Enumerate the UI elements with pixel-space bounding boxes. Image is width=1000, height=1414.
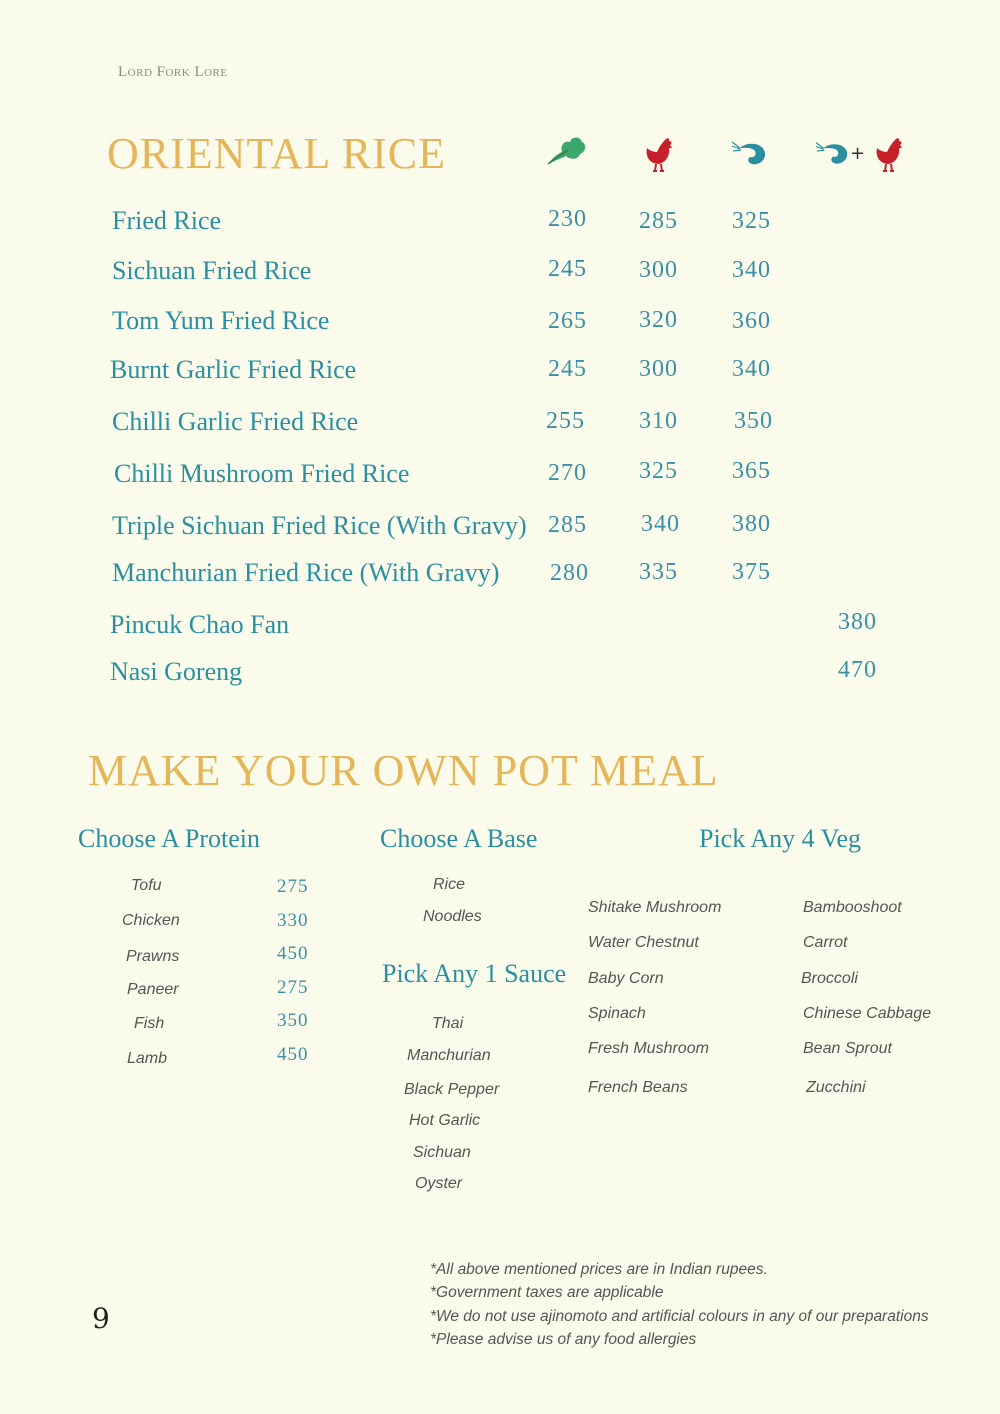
sauce-item: Oyster (415, 1175, 463, 1192)
footnote: *Government taxes are applicable (430, 1284, 664, 1301)
price-veg: 245 (548, 356, 587, 382)
dish-name: Manchurian Fried Rice (With Gravy) (112, 558, 500, 587)
page-number: 9 (92, 1302, 110, 1335)
price-prawn: 325 (732, 208, 771, 234)
protein-item: Tofu (131, 877, 162, 894)
veg-item: Broccoli (801, 970, 858, 987)
sauce-item: Black Pepper (404, 1081, 500, 1098)
veg-item: Fresh Mushroom (588, 1040, 709, 1057)
plus-sign: + (850, 143, 866, 164)
price-veg: 285 (548, 512, 587, 538)
protein-price: 450 (277, 1044, 309, 1065)
veg-item: Water Chestnut (588, 934, 699, 951)
chicken-icon (873, 136, 905, 174)
dish-name: Triple Sichuan Fried Rice (With Gravy) (112, 511, 527, 540)
price-veg: 270 (548, 460, 587, 486)
veg-item: Zucchini (806, 1079, 866, 1096)
price-veg: 230 (548, 206, 587, 232)
dish-name: Pincuk Chao Fan (110, 610, 290, 639)
protein-item: Lamb (127, 1050, 168, 1067)
dish-name: Sichuan Fried Rice (112, 256, 312, 285)
prawn-icon (730, 138, 768, 168)
footnote: *Please advise us of any food allergies (430, 1331, 697, 1348)
dish-name: Burnt Garlic Fried Rice (110, 355, 357, 384)
price-chicken: 320 (639, 307, 678, 333)
protein-title: Choose A Protein (78, 824, 261, 853)
price-chicken: 335 (639, 559, 678, 585)
sauce-item: Thai (432, 1015, 464, 1032)
veg-item: French Beans (588, 1079, 688, 1096)
veg-item: Chinese Cabbage (803, 1005, 932, 1022)
brand-logo: Lord Fork Lore (118, 64, 228, 80)
price-chicken: 285 (639, 208, 678, 234)
footnote: *We do not use ajinomoto and artificial colours in any of our preparations (430, 1308, 929, 1325)
veg-title: Pick Any 4 Veg (699, 824, 862, 853)
base-item: Noodles (423, 908, 482, 925)
footnote: *All above mentioned prices are in Indian rupees. (430, 1261, 768, 1278)
price-chicken: 325 (639, 458, 678, 484)
price-veg: 265 (548, 308, 587, 334)
price-veg: 245 (548, 256, 587, 282)
price-combo: 380 (838, 609, 877, 635)
sauce-item: Sichuan (413, 1144, 471, 1161)
prawn-icon (814, 138, 850, 168)
price-prawn: 340 (732, 356, 771, 382)
oriental-rice-title: ORIENTAL RICE (107, 129, 447, 178)
price-veg: 280 (550, 560, 589, 586)
protein-item: Prawns (126, 948, 180, 965)
protein-item: Paneer (127, 981, 179, 998)
veg-leaf-icon (544, 134, 588, 168)
price-chicken: 340 (641, 511, 680, 537)
price-combo: 470 (838, 657, 877, 683)
protein-price: 450 (277, 943, 309, 964)
sauce-item: Manchurian (407, 1047, 491, 1064)
sauce-item: Hot Garlic (409, 1112, 481, 1129)
price-veg: 255 (546, 408, 585, 434)
veg-item: Baby Corn (588, 970, 664, 987)
pot-meal-title: MAKE YOUR OWN POT MEAL (88, 746, 719, 795)
protein-item: Chicken (122, 912, 180, 929)
protein-price: 275 (277, 876, 309, 897)
protein-item: Fish (134, 1015, 165, 1032)
veg-item: Bean Sprout (803, 1040, 892, 1057)
base-title: Choose A Base (380, 824, 538, 853)
base-item: Rice (433, 876, 466, 893)
price-chicken: 310 (639, 408, 678, 434)
sauce-title: Pick Any 1 Sauce (382, 959, 567, 988)
price-prawn: 350 (734, 408, 773, 434)
dish-name: Chilli Garlic Fried Rice (112, 407, 359, 436)
price-chicken: 300 (639, 257, 678, 283)
protein-price: 275 (277, 977, 309, 998)
price-prawn: 360 (732, 308, 771, 334)
dish-name: Tom Yum Fried Rice (112, 306, 330, 335)
price-prawn: 375 (732, 559, 771, 585)
dish-name: Nasi Goreng (110, 657, 243, 686)
protein-price: 350 (277, 1010, 309, 1031)
veg-item: Bambooshoot (803, 899, 902, 916)
veg-item: Carrot (803, 934, 848, 951)
dish-name: Chilli Mushroom Fried Rice (114, 459, 410, 488)
price-prawn: 380 (732, 511, 771, 537)
price-chicken: 300 (639, 356, 678, 382)
protein-price: 330 (277, 910, 309, 931)
price-prawn: 340 (732, 257, 771, 283)
dish-name: Fried Rice (112, 206, 222, 235)
veg-item: Shitake Mushroom (588, 899, 722, 916)
chicken-icon (643, 136, 675, 174)
veg-item: Spinach (588, 1005, 646, 1022)
price-prawn: 365 (732, 458, 771, 484)
